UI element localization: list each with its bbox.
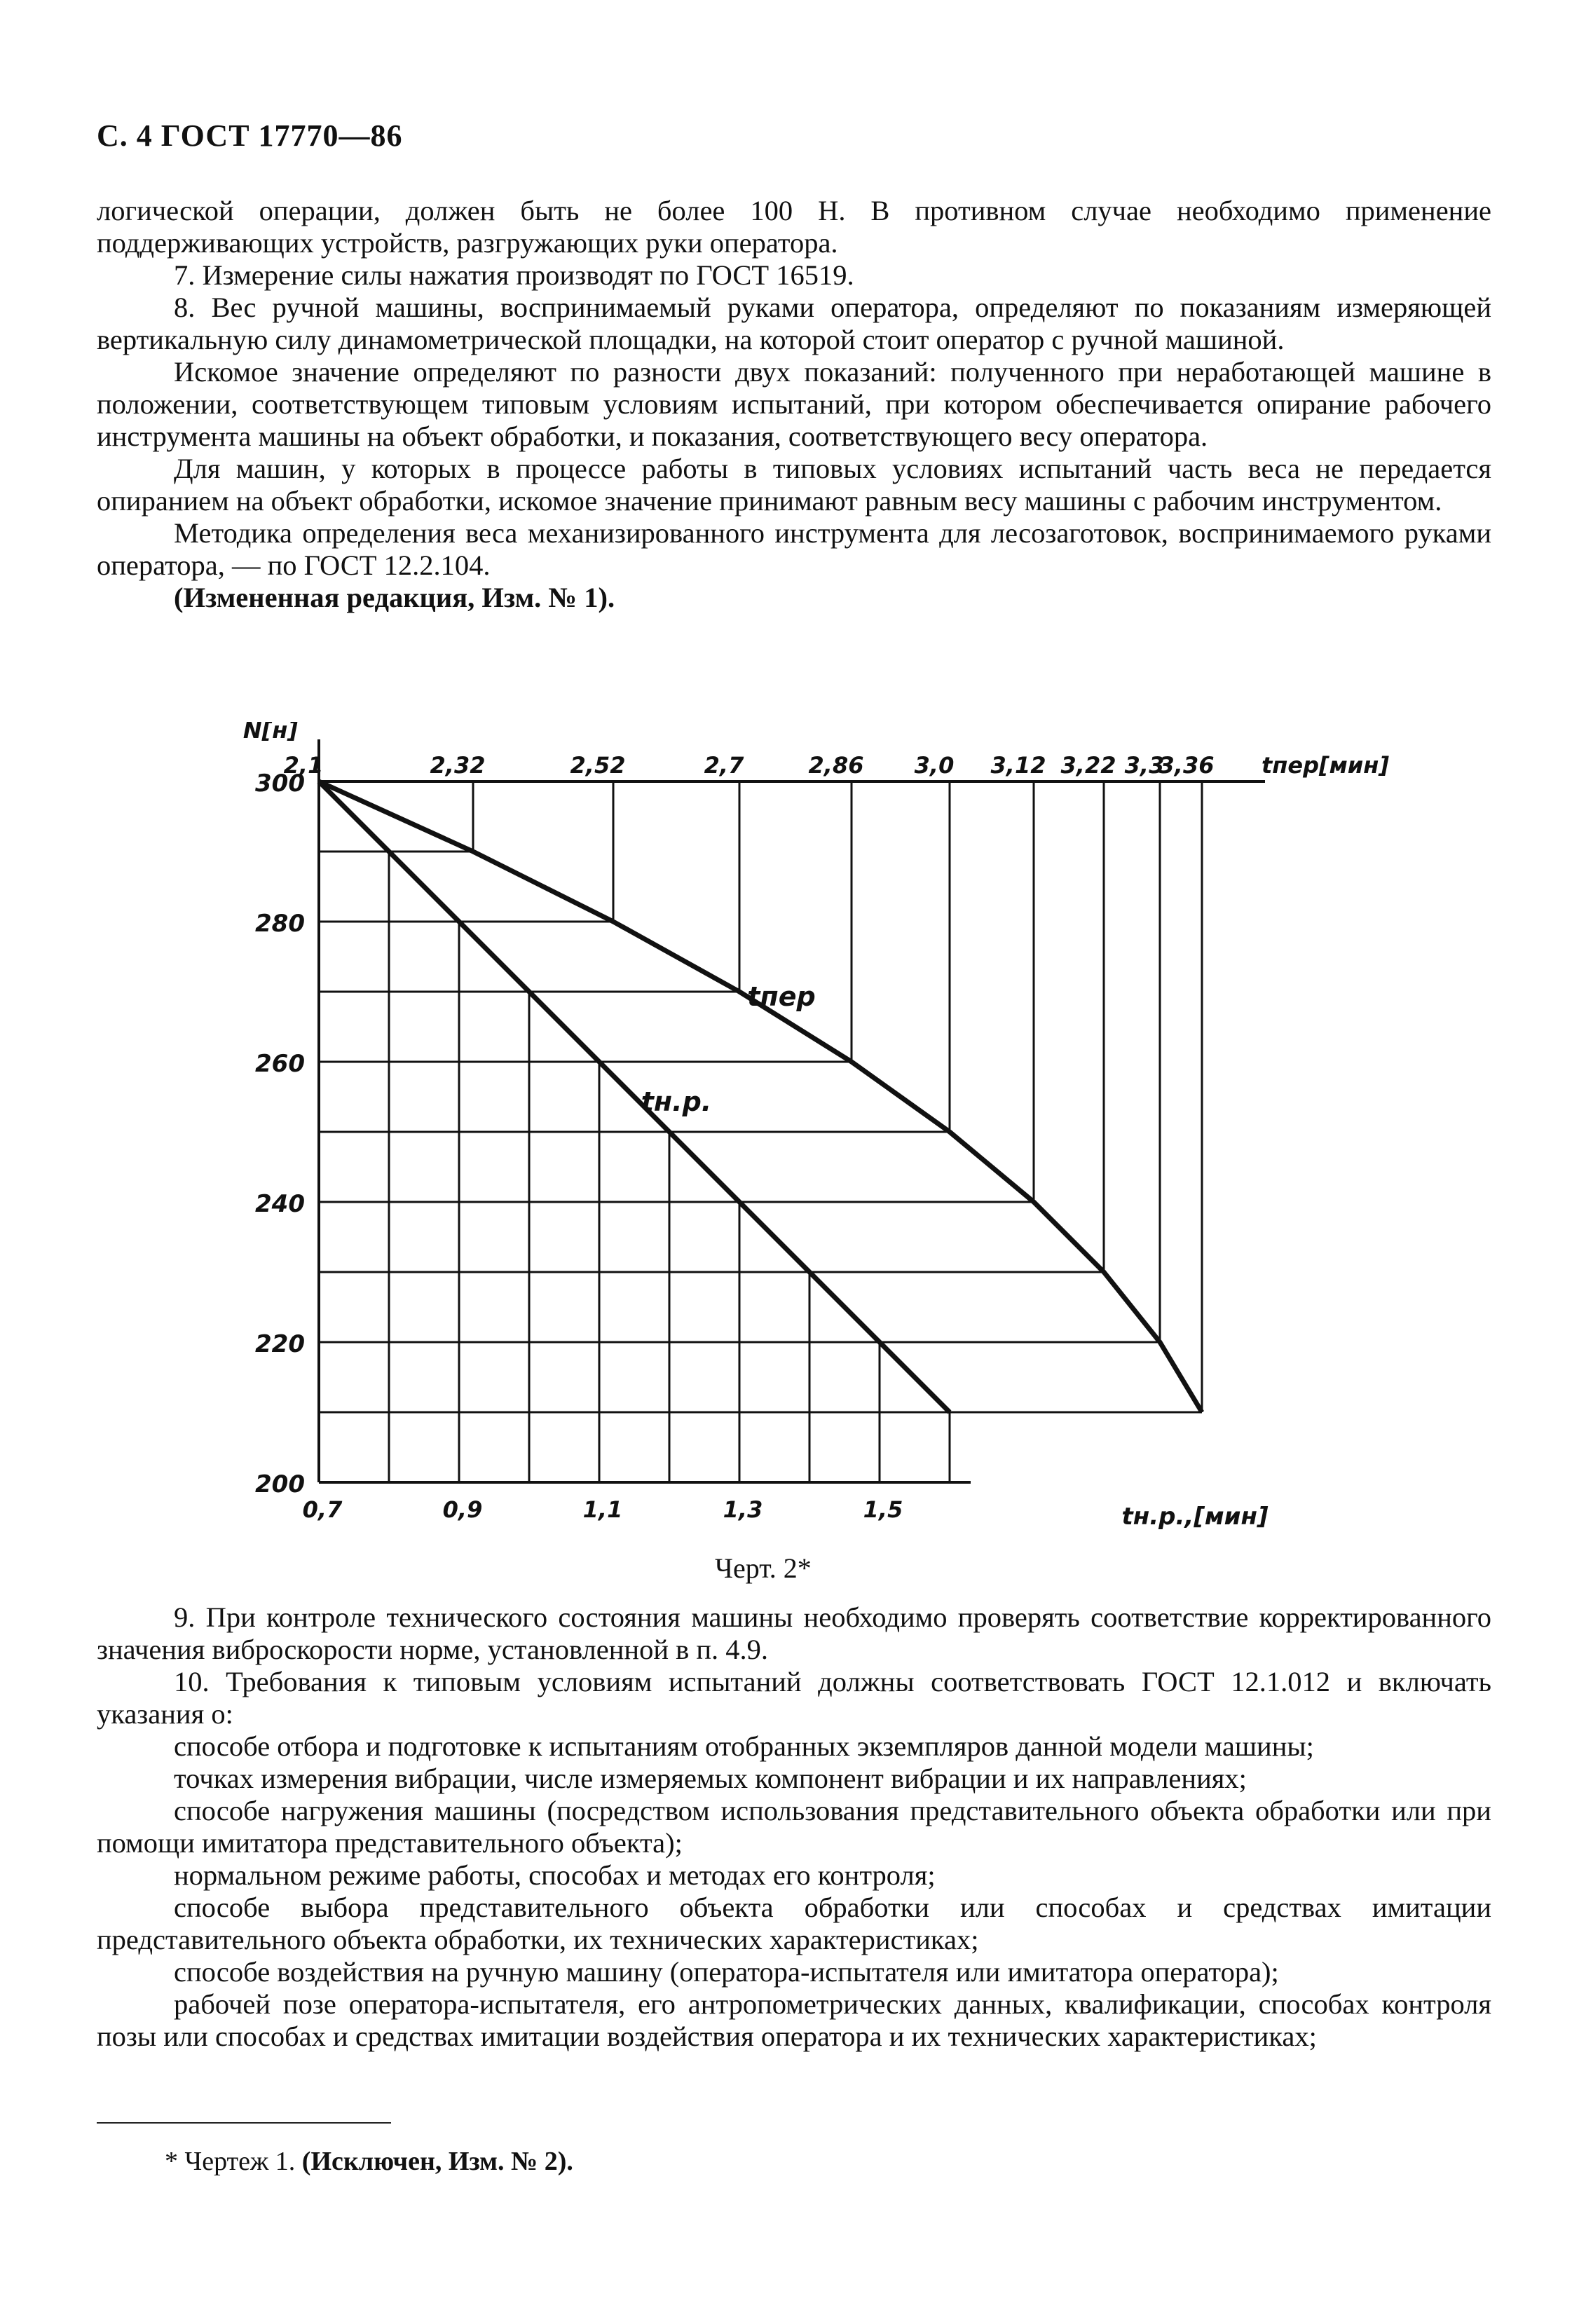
top-axis-label: tпер[мин] [1262, 752, 1389, 779]
body-text-bottom [97, 1601, 1491, 2053]
y-axis-label: N[н] [242, 722, 298, 744]
paragraph: 8. Вес ручной машины, воспринимаемый руками оператора, определяют по показаниям измеряющей вертикальную силу динамометрической площадки, на которой стоит оператор с ручной машиной. [97, 292, 1491, 355]
series-label-tper: tпер [747, 981, 816, 1012]
chart-caption: Черт. 2* [715, 1552, 812, 1584]
page-header: С. 4 ГОСТ 17770—86 [97, 118, 403, 153]
top-tick-label: 2,7 [704, 752, 744, 779]
list-item: способе выбора представительного объекта обработки или способах и средствах имитации представительного объекта обработки, их технических характеристиках; [97, 1892, 1491, 1955]
list-item: нормальном режиме работы, способах и методах его контроля; [174, 1859, 936, 1891]
paragraph: логической операции, должен быть не более 100 Н. В противном случае необходимо применение поддерживающих устройств, разгружающих руки оператора. [97, 195, 1491, 259]
y-tick-label: 300 [255, 770, 305, 798]
paragraph: 10. Требования к типовым условиям испытаний должны соответствовать ГОСТ 12.1.012 и включать указания о: [97, 1666, 1491, 1730]
list-item: способе отбора и подготовке к испытаниям отобранных экземпляров данной модели машины; [174, 1730, 1314, 1762]
series-label-tnr: tн.р. [641, 1086, 712, 1117]
top-tick-label: 3,36 [1158, 752, 1215, 779]
bottom-axis-label: tн.р.,[мин] [1121, 1503, 1269, 1531]
bottom-tick-label: 1,5 [863, 1496, 903, 1523]
list-item: способе воздействия на ручную машину (оператора-испытателя или имитатора оператора); [174, 1956, 1279, 1988]
paragraph: 7. Измерение силы нажатия производят по ГОСТ 16519. [174, 259, 854, 291]
series-line-tper [319, 781, 1202, 1412]
top-tick-label: 2,86 [808, 752, 864, 779]
top-tick-label: 3,0 [914, 752, 955, 779]
footnote [165, 2146, 573, 2177]
top-tick-label: 3,12 [990, 752, 1046, 779]
y-tick-label: 220 [255, 1330, 305, 1358]
bottom-tick-label: 0,7 [302, 1496, 343, 1523]
footnote-divider [97, 2122, 391, 2124]
footnote-text: * Чертеж 1. [165, 2147, 296, 2176]
top-tick-label: 2,1 [283, 752, 324, 779]
y-tick-label: 240 [255, 1190, 305, 1218]
list-item: рабочей позе оператора-испытателя, его антропометрических данных, квалификации, способах контроля позы или способах и средствах имитации воздействия оператора и их технических характеристиках; [97, 1988, 1491, 2052]
list-item: точках измерения вибрации, числе измеряемых компонент вибрации и их направлениях; [174, 1763, 1247, 1794]
paragraph: Методика определения веса механизированного инструмента для лесозаготовок, воспринимаемого руками оператора, — по ГОСТ 12.2.104. [97, 517, 1491, 581]
series-line-tnr [319, 781, 950, 1412]
top-tick-label: 2,52 [570, 752, 626, 779]
bottom-tick-label: 1,3 [723, 1496, 763, 1523]
chart [0, 722, 1586, 1549]
top-tick-label: 3,22 [1060, 752, 1116, 779]
bottom-tick-label: 1,1 [582, 1496, 623, 1523]
y-tick-label: 200 [255, 1470, 305, 1498]
top-tick-label: 2,32 [430, 752, 486, 779]
list-item: способе нагружения машины (посредством использования представительного объекта обработки или при помощи имитатора представительного объекта); [97, 1795, 1491, 1859]
y-tick-label: 260 [255, 1050, 305, 1078]
y-tick-label: 280 [255, 910, 305, 938]
paragraph: 9. При контроле технического состояния машины необходимо проверять соответствие корректированного значения виброскорости норме, установленной в п. 4.9. [97, 1601, 1491, 1665]
footnote-amendment: (Исключен, Изм. № 2). [301, 2147, 573, 2176]
bottom-tick-label: 0,9 [442, 1496, 483, 1523]
body-text-top [97, 195, 1491, 614]
paragraph: Искомое значение определяют по разности двух показаний: полученного при неработающей машине в положении, соответствующем типовым условиям испытаний, при котором обеспечивается опирание рабочего инструмента машины на объект обработки, и показания, соответствующего весу оператора. [97, 356, 1491, 452]
amendment-note: (Измененная редакция, Изм. № 1). [174, 582, 615, 613]
top-tick-label: 3,3 [1124, 752, 1165, 779]
paragraph: Для машин, у которых в процессе работы в типовых условиях испытаний часть веса не передается опиранием на объект обработки, искомое значение принимают равным весу машины с рабочим инструментом. [97, 453, 1491, 517]
